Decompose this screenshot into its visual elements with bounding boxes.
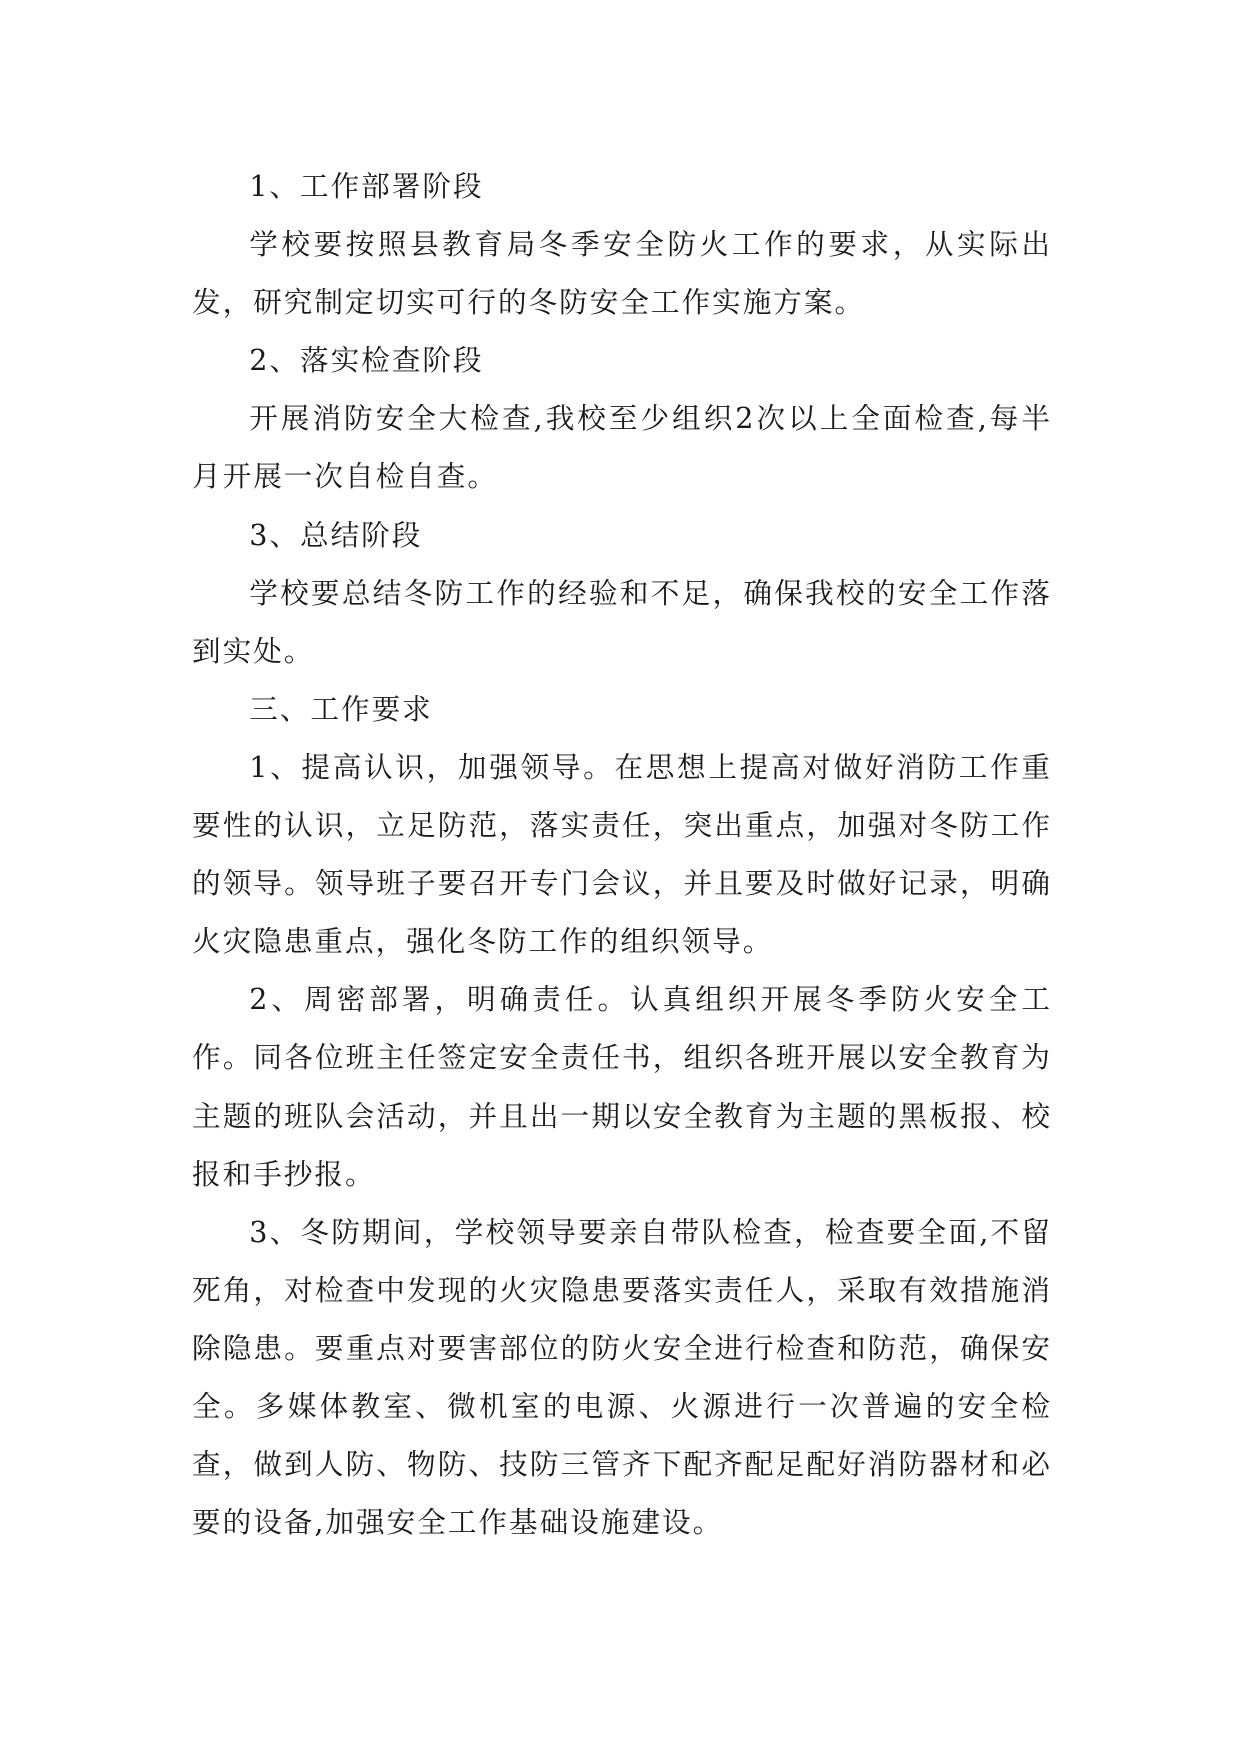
document-body xyxy=(192,157,1052,1551)
heading-work-requirements: 三、工作要求 xyxy=(249,691,433,726)
heading-inspection-stage: 2、落实检查阶段 xyxy=(249,343,484,378)
paragraph-requirement-3: 3、冬防期间，学校领导要亲自带队检查，检查要全面,不留死角，对检查中发现的火灾隐患要落实责任人，采取有效措施消除隐患。要重点对要害部位的防火安全进行检查和防范，确保安全。多媒体教室、微机室的电源、火源进行一次普遍的安全检查，做到人防、物防、技防三管齐下配齐配足配好消防器材和必要的设备,加强安全工作基础设施建设。 xyxy=(192,1214,1052,1540)
paragraph-inspection-detail: 开展消防安全大检查,我校至少组织2次以上全面检查,每半月开展一次自检自查。 xyxy=(192,401,1052,494)
paragraph-summary-detail: 学校要总结冬防工作的经验和不足，确保我校的安全工作落到实处。 xyxy=(192,575,1052,668)
paragraph-deployment-detail: 学校要按照县教育局冬季安全防火工作的要求，从实际出发，研究制定切实可行的冬防安全工作实施方案。 xyxy=(192,227,1052,320)
paragraph-requirement-1: 1、提高认识，加强领导。在思想上提高对做好消防工作重要性的认识，立足防范，落实责任，突出重点，加强对冬防工作的领导。领导班子要召开专门会议，并且要及时做好记录，明确火灾隐患重点，强化冬防工作的组织领导。 xyxy=(192,749,1052,959)
heading-deployment-stage: 1、工作部署阶段 xyxy=(249,169,484,203)
paragraph-requirement-2: 2、周密部署，明确责任。认真组织开展冬季防火安全工作。同各位班主任签定安全责任书，组织各班开展以安全教育为主题的班队会活动，并且出一期以安全教育为主题的黑板报、校报和手抄报。 xyxy=(192,982,1052,1191)
heading-summary-stage: 3、总结阶段 xyxy=(249,517,423,552)
